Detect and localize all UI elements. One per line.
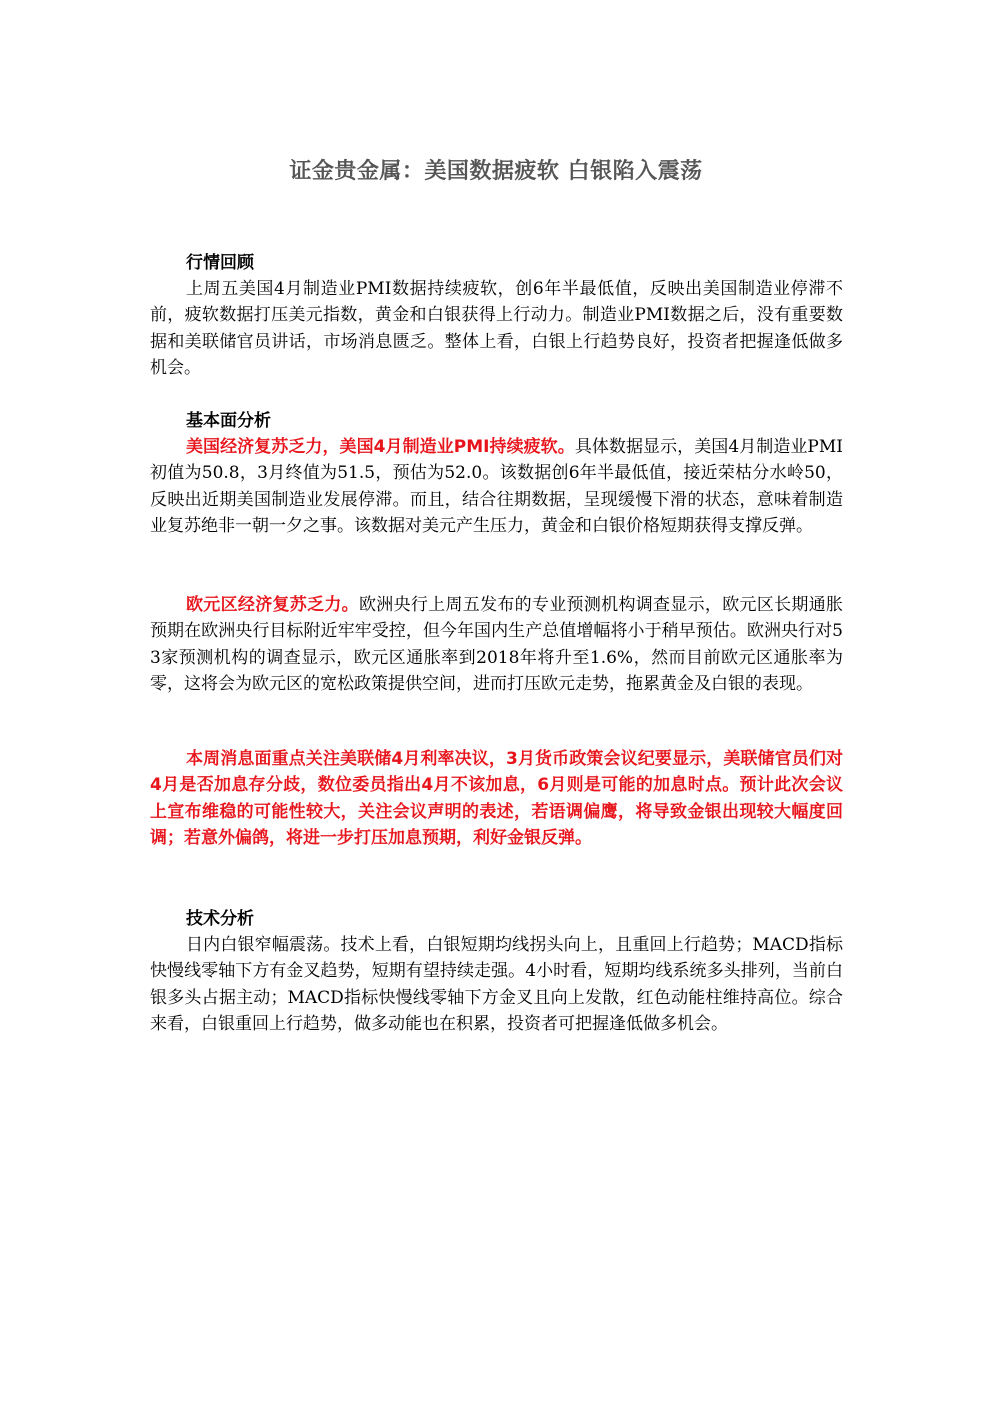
paragraph-body: 具体数据显示，美国4月制造业PMI初值为50.8，3月终值为51.5，预估为52.0。该数据创6年半最低值，接近荣枯分水岭50，反映出近期美国制造业发展停滞。而且，结合往期数据，呈现缓慢下滑的状态，意味着制造业复苏绝非一朝一夕之事。该数据对美元产生压力，黄金和白银价格短期获得支撑反弹。 (150, 437, 843, 536)
paragraph-market-review: 上周五美国4月制造业PMI数据持续疲软，创6年半最低值，反映出美国制造业停滞不前，疲软数据打压美元指数，黄金和白银获得上行动力。制造业PMI数据之后，没有重要数据和美联储官员讲话，市场消息匮乏。整体上看，白银上行趋势良好，投资者把握逢低做多机会。 (150, 279, 843, 378)
section-market-review (150, 250, 843, 381)
paragraph-fed-highlight: 本周消息面重点关注美联储4月利率决议，3月货币政策会议纪要显示，美联储官员们对4月是否加息存分歧，数位委员指出4月不该加息，6月则是可能的加息时点。预计此次会议上宣布维稳的可能性较大，关注会议声明的表述，若语调偏鹰，将导致金银出现较大幅度回调；若意外偏鸽，将进一步打压加息预期，利好金银反弹。 (150, 749, 843, 848)
section-fed-focus (150, 746, 843, 851)
paragraph-us-economy (150, 434, 843, 539)
section-heading: 行情回顾 (186, 253, 254, 273)
highlighted-lead: 美国经济复苏乏力，美国4月制造业PMI持续疲软。 (186, 437, 575, 457)
document-title: 证金贵金属：美国数据疲软 白银陷入震荡 (289, 159, 703, 184)
section-fundamental-analysis (150, 408, 843, 539)
section-technical-analysis (150, 906, 843, 1037)
paragraph-body: 欧洲央行上周五发布的专业预测机构调查显示，欧元区长期通胀预期在欧洲央行目标附近牢牢受控，但今年国内生产总值增幅将小于稍早预估。欧洲央行对53家预测机构的调查显示，欧元区通胀率到2018年将升至1.6%，然而目前欧元区通胀率为零，这将会为欧元区的宽松政策提供空间，进而打压欧元走势，拖累黄金及白银的表现。 (150, 595, 844, 694)
section-heading: 基本面分析 (186, 411, 271, 431)
paragraph-technical: 日内白银窄幅震荡。技术上看，白银短期均线拐头向上，且重回上行趋势；MACD指标快慢线零轴下方有金叉趋势，短期有望持续走强。4小时看，短期均线系统多头排列，当前白银多头占据主动；MACD指标快慢线零轴下方金叉且向上发散，红色动能柱维持高位。综合来看，白银重回上行趋势，做多动能也在积累，投资者可把握逢低做多机会。 (150, 935, 843, 1034)
section-heading: 技术分析 (186, 909, 254, 929)
paragraph-eurozone (150, 592, 843, 697)
highlighted-lead: 欧元区经济复苏乏力。 (186, 595, 359, 615)
section-eurozone (150, 592, 843, 697)
